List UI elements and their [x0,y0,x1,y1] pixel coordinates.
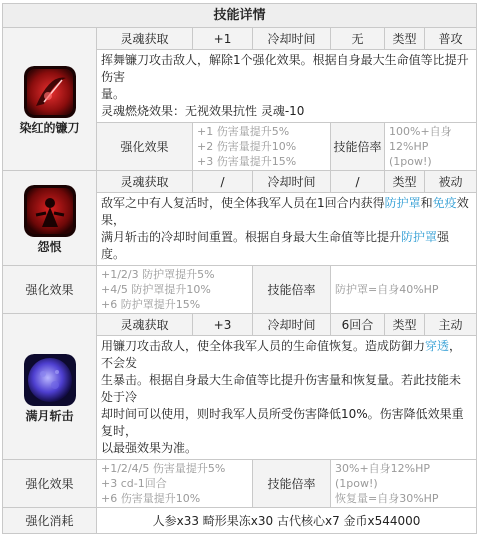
keyword-shield: 防护罩 [384,196,421,210]
enhance-item: +1/2/4/5 伤害量提升5% [101,462,226,475]
skill-multiplier-value [331,460,477,508]
soul-gain-label: 灵魂获取 [97,28,193,50]
soul-gain-value: +1 [193,28,253,50]
cooldown-label: 冷却时间 [253,171,331,193]
skill-name: 染红的镰刀 [19,121,80,135]
desc-line [101,229,472,263]
multiplier-item: 恢复量=自身30%HP [335,492,439,505]
cooldown-value: / [331,171,385,193]
type-label: 类型 [385,28,425,50]
enhance-item: +6 伤害量提升10% [101,492,201,505]
keyword-penetration: 穿透 [425,339,450,353]
desc-text: 用镰刀攻击敌人，使全体我军人员的生命值恢复。造成防御力 [101,339,426,353]
soul-gain-label: 灵魂获取 [97,171,193,193]
grudge-icon [24,185,76,237]
red-scythe-icon [24,66,76,118]
type-value: 被动 [425,171,477,193]
skill-description [97,336,477,460]
enhance-item: +2 伤害量提升10% [197,140,297,153]
skill-cell-grudge[interactable] [3,171,97,266]
enhance-effect-label: 强化效果 [3,266,97,314]
cooldown-label: 冷却时间 [253,28,331,50]
enhance-effect-list [97,460,253,508]
enhance-item: +6 防护罩提升15% [101,298,201,311]
enhance-item: +1 伤害量提升5% [197,125,290,138]
enhance-effect-label: 强化效果 [97,123,193,171]
skill-description [97,193,477,266]
cooldown-value: 6回合 [331,314,385,336]
skill-multiplier-label: 技能倍率 [253,460,331,508]
type-label: 类型 [385,171,425,193]
skill-name: 满月斩击 [25,408,74,423]
full-moon-icon [24,354,76,406]
skill-multiplier-label: 技能倍率 [253,266,331,314]
desc-line: 却时间可以使用，则时我军人员所受伤害降低10%。伤害降低效果重复时， [101,407,464,438]
enhance-cost-label: 强化消耗 [3,508,97,534]
desc-text: 效果， [101,196,469,227]
enhance-effect-list [193,123,331,171]
skill-name: 怨恨 [37,240,62,254]
multiplier-item: 防护罩=自身40%HP [335,283,439,296]
enhance-item: +3 cd-1回合 [101,477,167,490]
skill-cell-full-moon[interactable] [3,314,97,460]
desc-line: 生暴击。根据自身最大生命值等比提升伤害量和恢复量。若此技能未处于冷 [101,373,462,404]
skill-multiplier-value [385,123,477,171]
desc-line: 以最强效果为准。 [101,441,198,455]
desc-text: 敌军之中有人复活时，使全体我军人员在1回合内获得 [101,196,385,210]
desc-line [101,338,472,372]
multiplier-item: 30%+自身12%HP (1pow!) [335,462,431,490]
multiplier-item: 100%+自身12%HP (1pow!) [389,125,452,168]
desc-text: ，不会发 [101,339,462,370]
enhance-effect-list [97,266,253,314]
skill-description [97,50,477,123]
desc-line: 量。 [101,87,126,101]
skill-cell-red-scythe[interactable] [3,28,97,171]
type-value: 普攻 [425,28,477,50]
skill-table [2,3,477,534]
page-title: 技能详情 [3,4,477,28]
enhance-item: +1/2/3 防护罩提升5% [101,268,215,281]
desc-line: 灵魂燃烧效果：无视效果抗性 灵魂-10 [101,104,305,118]
desc-line: 挥舞镰刀攻击敌人，解除1个强化效果。根据自身最大生命值等比提升伤害 [101,53,469,84]
enhance-effect-label: 强化效果 [3,460,97,508]
desc-text: 和 [420,196,433,210]
type-label: 类型 [385,314,425,336]
enhance-cost-value: 人参x33 畸形果冻x30 古代核心x7 金币x544000 [97,508,477,534]
keyword-immune: 免疫 [432,196,457,210]
keyword-shield: 防护罩 [401,230,438,244]
soul-gain-value: / [193,171,253,193]
desc-line [101,195,472,229]
skill-multiplier-value [331,266,477,314]
soul-gain-label: 灵魂获取 [97,314,193,336]
enhance-item: +3 伤害量提升15% [197,155,297,168]
desc-text: 强度。 [101,230,450,261]
cooldown-value: 无 [331,28,385,50]
enhance-item: +4/5 防护罩提升10% [101,283,211,296]
type-value: 主动 [425,314,477,336]
cooldown-label: 冷却时间 [253,314,331,336]
soul-gain-value: +3 [193,314,253,336]
skill-multiplier-label: 技能倍率 [331,123,385,171]
desc-text: 满月斩击的冷却时间重置。根据自身最大生命值等比提升 [101,230,402,244]
